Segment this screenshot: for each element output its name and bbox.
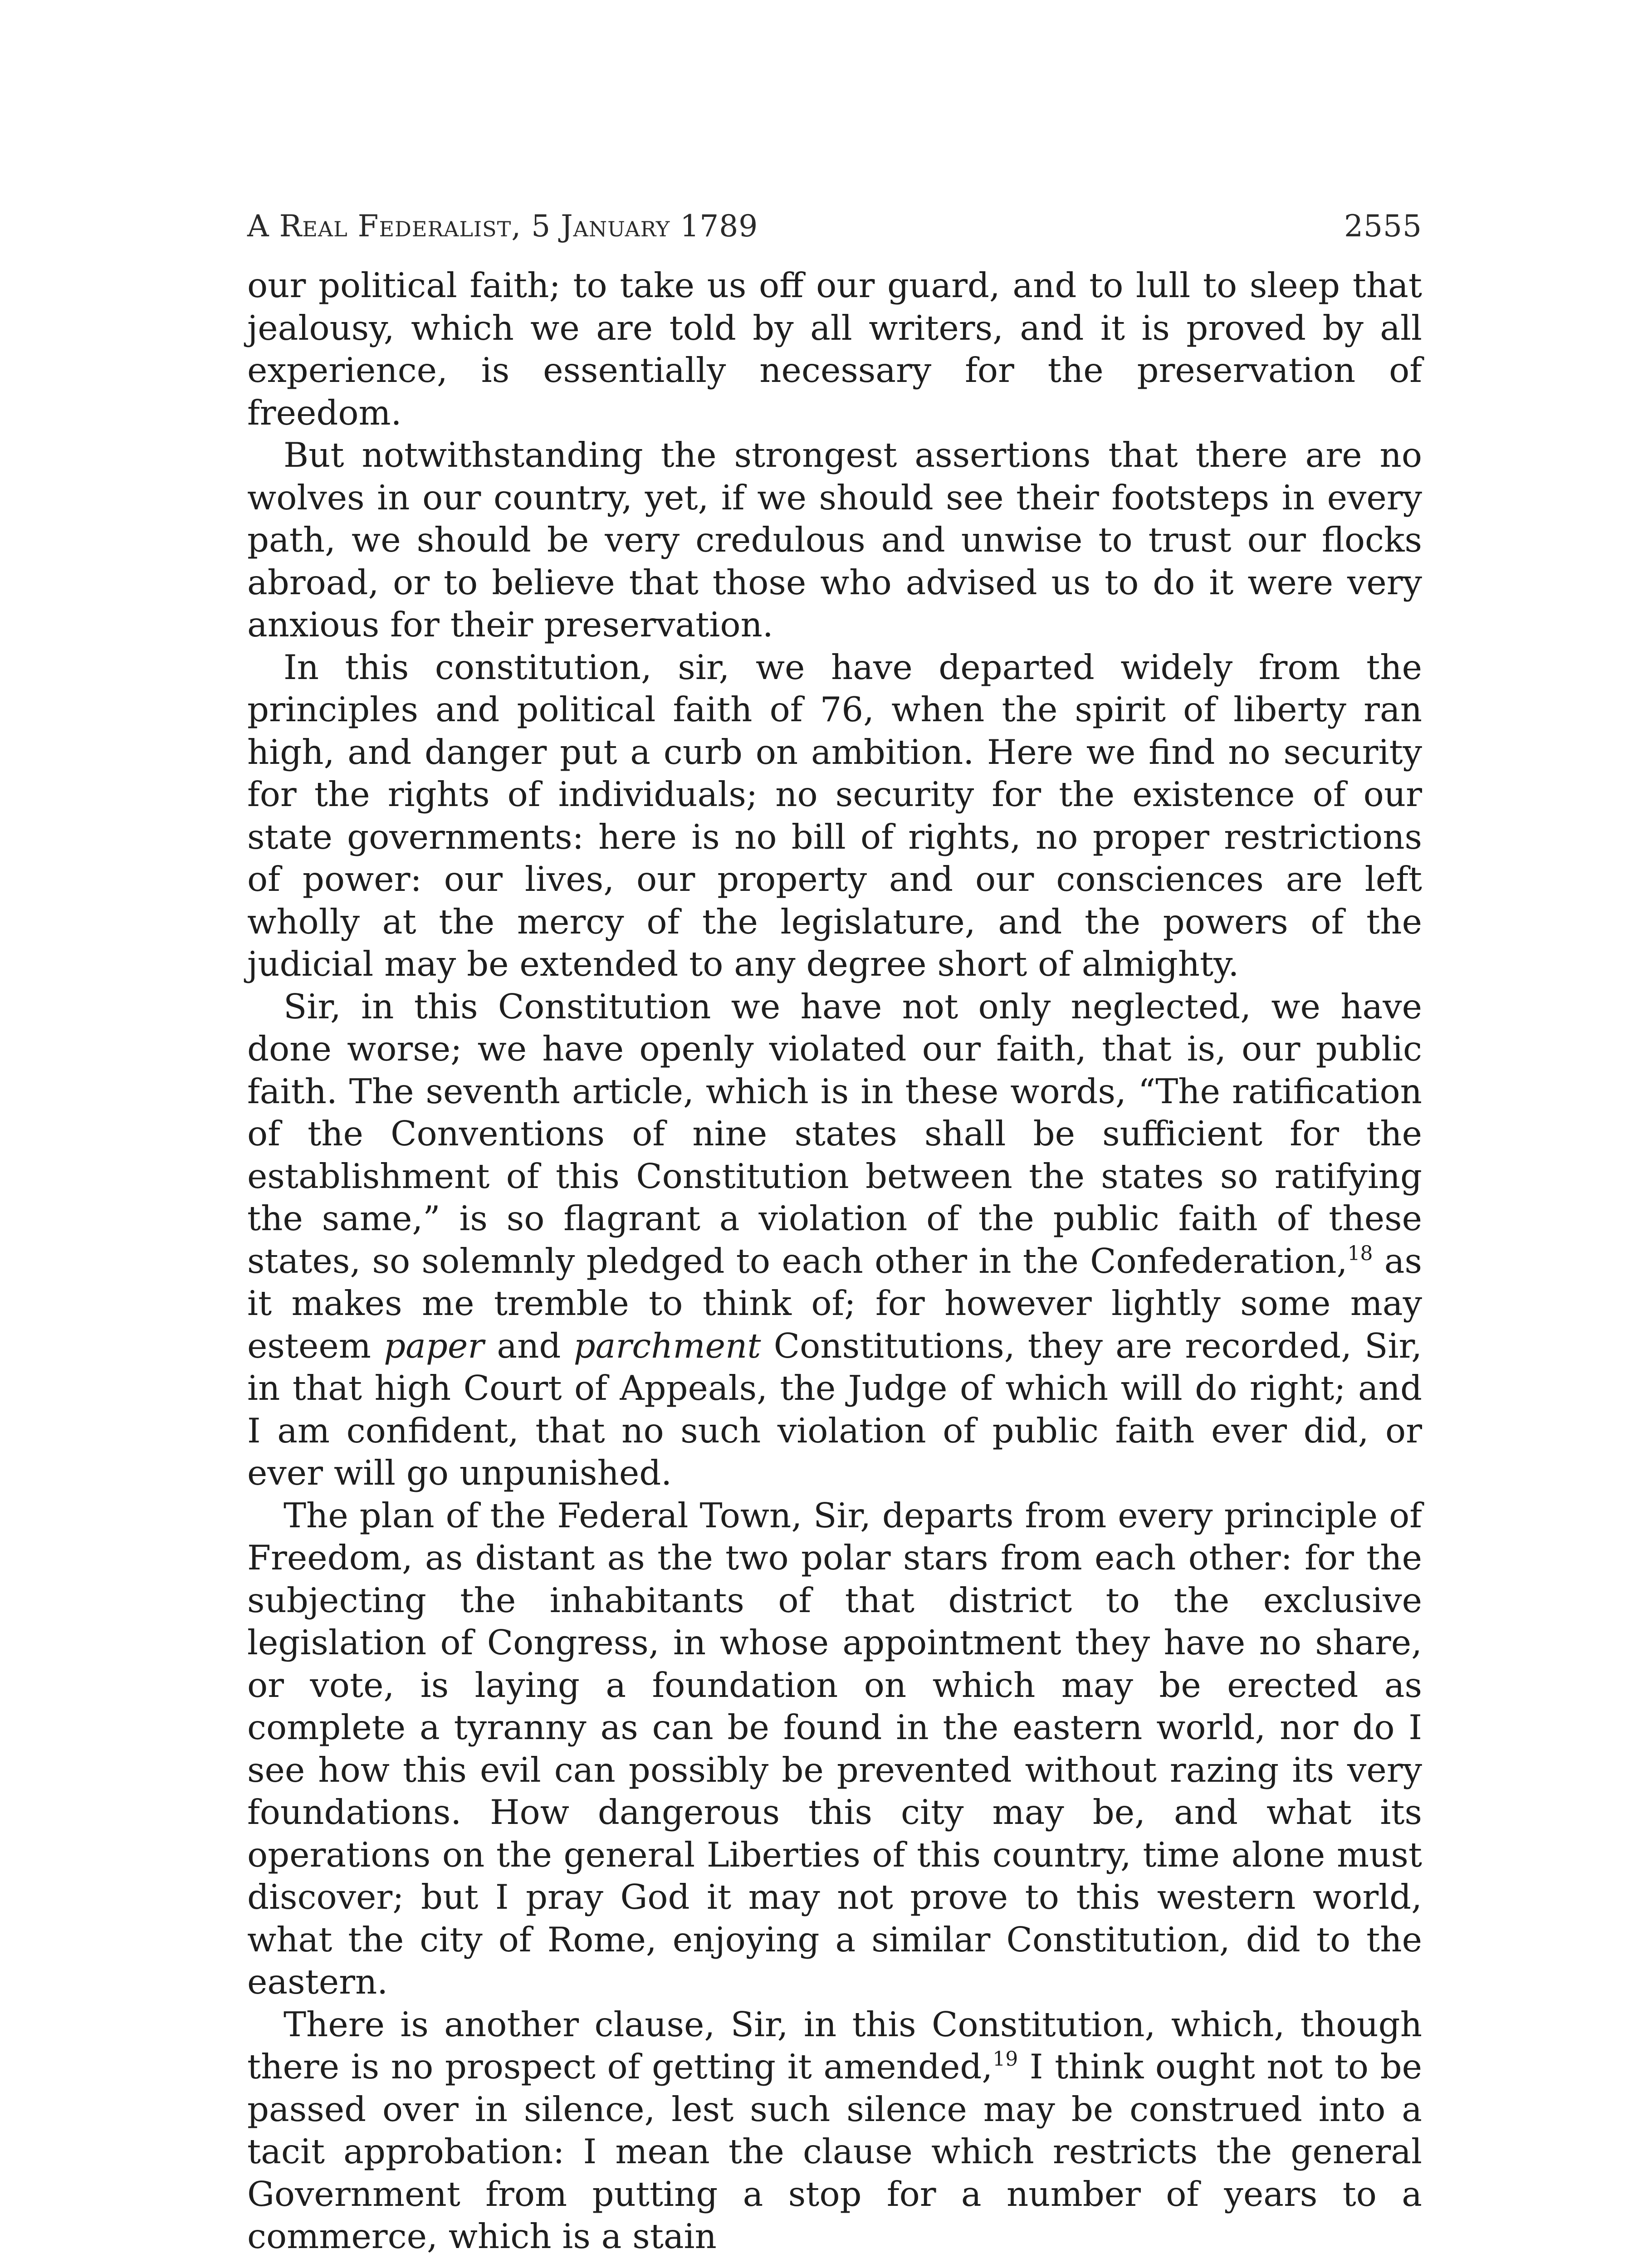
italic-term: paper xyxy=(384,1325,484,1366)
paragraph: But notwithstanding the strongest assertions that there are no wolves in our country, yet, if we should see their footsteps in every path, we should be very credulous and unwise to trust our flocks abroad, or to believe that those who advised us to do it were very anxious for their preservation. xyxy=(247,435,1422,645)
document-page xyxy=(247,209,1422,2258)
paragraph: our political faith; to take us off our guard, and to lull to sleep that jealousy, which we are told by all writers, and it is proved by all experience, is essentially necessary for the preservation of freedom. xyxy=(247,265,1422,433)
running-title: A Real Federalist, 5 January 1789 xyxy=(247,209,758,244)
paragraph xyxy=(247,2004,1422,2258)
paragraph-text: Constitutions, they are recorded, Sir, in that high Court of Appeals, the Judge of which will do right; and I am confident, that no such violation of public faith ever did, or ever will go unpunished. xyxy=(247,1325,1422,1493)
paragraph-text: as it makes me tremble to think of; for however lightly some may esteem xyxy=(247,1241,1423,1366)
body-text xyxy=(247,264,1422,2258)
page-number: 2555 xyxy=(1344,209,1422,244)
paragraph-text: and xyxy=(484,1325,574,1366)
paragraph-text: There is another clause, Sir, in this Constitution, which, though there is no prospect of getting it amended, xyxy=(247,2004,1422,2087)
running-head xyxy=(247,209,1422,252)
italic-term: parchment xyxy=(573,1325,761,1366)
footnote-reference: 19 xyxy=(993,2048,1018,2071)
paragraph: In this constitution, sir, we have departed widely from the principles and political faith of 76, when the spirit of liberty ran high, and danger put a curb on ambition. Here we find no security for the rights of individuals; no security for the existence of our state governments: here is no bill of rights, no proper restrictions of power: our lives, our property and our consciences are left wholly at the mercy of the legislature, and the powers of the judicial may be extended to any degree short of almighty. xyxy=(247,647,1422,984)
footnote-reference: 18 xyxy=(1347,1242,1373,1265)
paragraph-text: Sir, in this Constitution we have not only neglected, we have done worse; we have openly violated our faith, that is, our public faith. The seventh article, which is in these words, “The ratification of the Conventions of nine states shall be sufficient for the establishment of this Constitution between the states so ratifying the same,” is so flagrant a violation of the public faith of these states, so solemnly pledged to each other in the Confederation, xyxy=(247,986,1422,1281)
paragraph-text: I think ought not to be passed over in silence, lest such silence may be construed into a tacit approbation: I mean the clause which restricts the general Government from putting a stop for a number of years to a commerce, which is a stain xyxy=(247,2047,1423,2256)
paragraph: The plan of the Federal Town, Sir, departs from every principle of Freedom, as distant as the two polar stars from each other: for the subjecting the inhabitants of that district to the exclusive legislation of Congress, in whose appointment they have no share, or vote, is laying a foundation on which may be erected as complete a tyranny as can be found in the eastern world, nor do I see how this evil can possibly be prevented without razing its very foundations. How dangerous this city may be, and what its operations on the general Liberties of this country, time alone must discover; but I pray God it may not prove to this western world, what the city of Rome, enjoying a similar Constitution, did to the eastern. xyxy=(247,1495,1422,2002)
paragraph xyxy=(247,986,1422,1495)
